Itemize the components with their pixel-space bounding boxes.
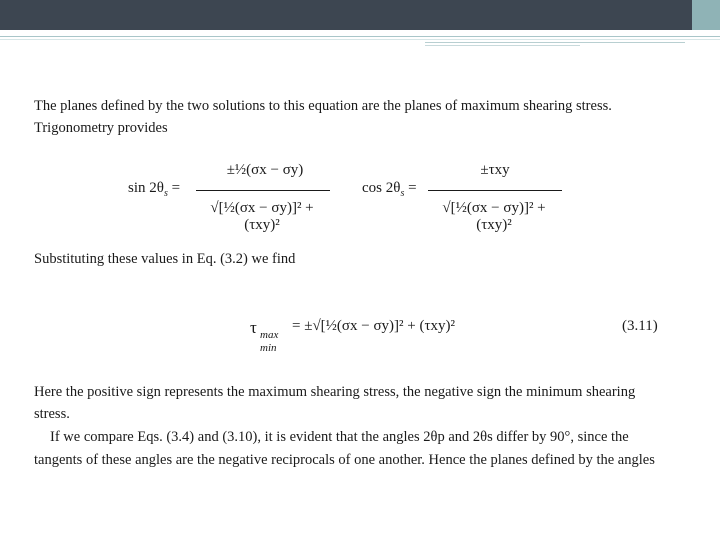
paragraph-line: Trigonometry provides	[34, 120, 168, 136]
paragraph-line: tangents of these angles are the negative reciprocals of one another. Hence the planes defined by the angles	[34, 452, 655, 468]
paragraph-line: stress.	[34, 406, 70, 422]
paragraph-line: Substituting these values in Eq. (3.2) we find	[34, 251, 296, 267]
equation-numerator: ±½(σx − σy)	[226, 162, 304, 178]
equation-denominator: √[½(σx − σy)]² + (τxy)²	[210, 200, 314, 233]
paragraph-line: The planes defined by the two solutions to this equation are the planes of maximum shearing stress.	[34, 98, 612, 114]
equation-lhs: τ	[250, 318, 257, 337]
equation-denominator: √[½(σx − σy)]² + (τxy)²	[442, 200, 546, 233]
equation-numerator: ±τxy	[480, 162, 510, 178]
equation-lhs: $\sin 2\theta_s$ =	[128, 180, 181, 199]
equation-number: (3.11)	[622, 318, 658, 334]
header-bar	[0, 0, 720, 32]
equation-lhs-sub: min	[260, 342, 277, 354]
equation-lhs-sub: max	[260, 329, 279, 341]
header-bar-accent	[692, 0, 720, 30]
equation-lhs: $\cos 2\theta_s$ =	[362, 180, 417, 199]
paragraph-line: Here the positive sign represents the maximum shearing stress, the negative sign the minimum shearing	[34, 384, 636, 400]
header-accent-lines	[0, 34, 720, 54]
fraction-bar	[428, 190, 562, 191]
fraction-bar	[196, 190, 330, 191]
header-bar-dark	[0, 0, 692, 30]
equation-rhs: = ±√[½(σx − σy)]² + (τxy)²	[292, 318, 456, 334]
paragraph-line: If we compare Eqs. (3.4) and (3.10), it is evident that the angles 2θp and 2θs differ by 90°, since the	[50, 429, 629, 445]
